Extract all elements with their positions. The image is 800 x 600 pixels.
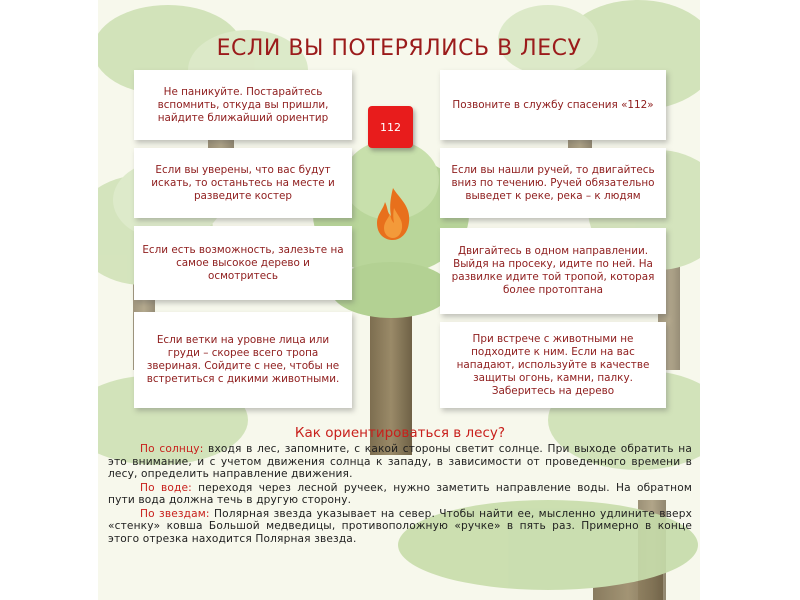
stars-text: Полярная звезда указывает на север. Чтобы найти ее, мысленно удлините вверх «стенку» ковша Большой медведицы, противоположную «ручке» в пять раз. Примерно в конце этого отрезка находится Полярная звезда. bbox=[108, 507, 692, 545]
tip-text: Двигайтесь в одном направлении. Выйдя на просеку, идите по ней. На развилке идите той тропой, которая более протоптана bbox=[451, 245, 655, 296]
flame-icon bbox=[373, 186, 413, 242]
stars-lead: По звездам: bbox=[140, 507, 210, 520]
emergency-number-badge: 112 bbox=[368, 106, 413, 148]
poster bbox=[98, 0, 700, 600]
tip-text: Если есть возможность, залезьте на самое высокое дерево и осмотритесь bbox=[142, 243, 344, 282]
tip-card-right-4 bbox=[440, 322, 666, 408]
orientation-section bbox=[108, 425, 692, 545]
sun-lead: По солнцу: bbox=[140, 443, 204, 455]
tip-text: Если вы нашли ручей, то двигайтесь вниз по течению. Ручей обязательно выведет к реке, река – к людям bbox=[451, 163, 655, 202]
water-text: переходя через лесной ручеек, нужно заметить направление воды. На обратном пути вода должна течь в другую сторону. bbox=[108, 481, 692, 506]
tip-text: Если ветки на уровне лица или груди – скорее всего тропа звериная. Сойдите с нее, чтобы не встретиться с дикими животными. bbox=[146, 334, 340, 385]
tip-card-left-1 bbox=[134, 70, 352, 140]
tip-card-left-4 bbox=[134, 312, 352, 408]
tip-card-right-2 bbox=[440, 148, 666, 218]
tip-text: При встрече с животными не подходите к ним. Если на вас нападают, используйте в качестве защиты огонь, камни, палку. Заберитесь на дерево bbox=[456, 332, 650, 397]
tip-text: Позвоните в службу спасения «112» bbox=[452, 98, 654, 111]
page-title: ЕСЛИ ВЫ ПОТЕРЯЛИСЬ В ЛЕСУ bbox=[216, 36, 582, 61]
orientation-sun bbox=[108, 443, 692, 481]
tip-card-right-3 bbox=[440, 228, 666, 314]
tip-card-left-2 bbox=[134, 148, 352, 218]
tip-card-right-1 bbox=[440, 70, 666, 140]
orientation-water bbox=[108, 482, 692, 507]
tip-card-left-3 bbox=[134, 226, 352, 300]
tip-text: Если вы уверены, что вас будут искать, то останьтесь на месте и разведите костер bbox=[151, 163, 335, 202]
tip-text: Не паникуйте. Постарайтесь вспомнить, откуда вы пришли, найдите ближайший ориентир bbox=[157, 85, 329, 124]
orientation-stars bbox=[108, 508, 692, 546]
orientation-heading: Как ориентироваться в лесу? bbox=[294, 425, 506, 441]
water-lead: По воде: bbox=[140, 481, 192, 494]
sun-text: входя в лес, запомните, с какой стороны светит солнце. При выходе обратить на это внимание, и с учетом движения солнца к западу, в зависимости от проведенного времени в лесу, определить направление движения. bbox=[108, 443, 692, 480]
